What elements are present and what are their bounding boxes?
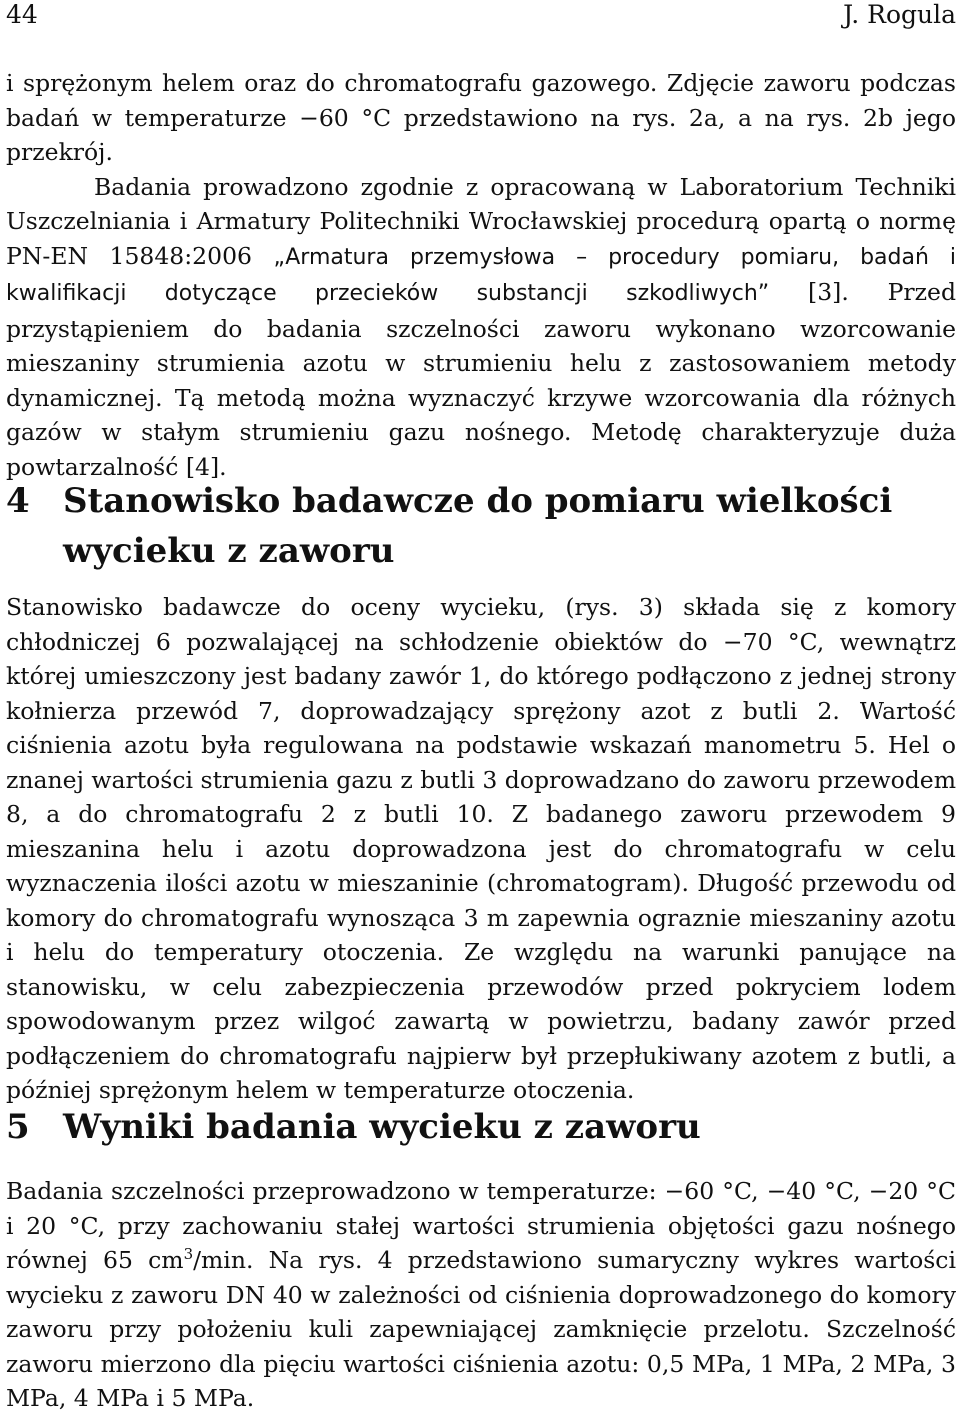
section-5-text-start: Badania szczelności przeprowadzono w temperaturze: −60 °C, −40 °C, −20 °C i 20 °C, przy zachowaniu stałej wartości strumienia objętości gazu nośnego równej 65 cm [6, 1177, 956, 1274]
section-4-text [6, 590, 956, 1108]
section-5-text-end: /min. Na rys. 4 przedstawiono sumaryczny wykres wartości wycieku z zaworu DN 40 w zależności od ciśnienia doprowadzonego do komory zaworu przy położeniu kuli zapewniającej zamknięcie przelotu. Szczelność zaworu mierzono dla pięciu wartości ciśnienia azotu: 0,5 MPa, 1 MPa, 2 MPa, 3 MPa, 4 MPa i 5 MPa. [6, 1246, 956, 1412]
superscript-3: 3 [183, 1245, 194, 1264]
running-head: J. Rogula [843, 0, 956, 29]
section-5-heading [6, 1102, 956, 1152]
intro-paragraph-2-start: Badania prowadzono zgodnie z opracowaną w Laboratorium Techniki Uszczelniania i Armatury Politechniki Wrocławskiej procedurą opartą o normę PN-EN 15848:2006 [6, 172, 956, 270]
intro-paragraph-2 [6, 170, 956, 485]
intro-paragraph-2-end: [3]. Przed przystąpieniem do badania szczelności zaworu wykonano wzorcowanie mieszaniny strumienia azotu w strumieniu helu z zastosowaniem metody dynamicznej. Tą metodą można wyznaczyć krzywe wzorcowania dla różnych gazów w stałym strumieniu gazu nośnego. Metodę charakteryzuje duża powtarzalność [4]. [6, 278, 956, 481]
section-5-title: Wyniki badania wycieku z zaworu [63, 1107, 701, 1147]
page-number: 44 [6, 0, 38, 29]
section-5-number: 5 [6, 1107, 30, 1147]
standard-title: „Armatura przemysłowa – procedury pomiaru, badań i kwalifikacji dotyczące przecieków substancji szkodliwych” [6, 244, 957, 306]
section-5-paragraph [6, 1174, 956, 1416]
section-5-text [6, 1174, 956, 1416]
section-4-paragraph: Stanowisko badawcze do oceny wycieku, (rys. 3) składa się z komory chłodniczej 6 pozwalającej na schłodzenie obiektów do −70 °C, wewnątrz której umieszczony jest badany zawór 1, do którego podłączono z jednej strony kołnierza przewód 7, doprowadzający sprężony azot z butli 2. Wartość ciśnienia azotu była regulowana na podstawie wskazań manometru 5. Hel o znanej wartości strumienia gazu z butli 3 doprowadzano do zaworu przewodem 8, a do chromatografu 2 z butli 10. Z badanego zaworu przewodem 9 mieszanina helu i azotu doprowadzona jest do chromatografu w celu wyznaczenia ilości azotu w mieszaninie (chromatogram). Długość przewodu od komory do chromatografu wynosząca 3 m zapewnia ograznie mieszaniny azotu i helu do temperatury otoczenia. Ze względu na warunki panujące na stanowisku, w celu zabezpieczenia przewodów przed pokryciem lodem spowodowanym przez wilgoć zawartą w powietrzu, badany zawór przed podłączeniem do chromatografu najpierw był przepłukiwany azotem z butli, a później sprężonym helem w temperaturze otoczenia. [6, 593, 956, 1104]
section-4-number: 4 [6, 481, 30, 521]
page-header [6, 0, 956, 34]
intro-paragraph-1: i sprężonym helem oraz do chromatografu gazowego. Zdjęcie zaworu podczas badań w temperaturze −60 °C przedstawiono na rys. 2a, a na rys. 2b jego przekrój. [6, 69, 956, 166]
intro-text [6, 66, 956, 484]
section-4-heading [6, 476, 956, 576]
section-4-title: Stanowisko badawcze do pomiaru wielkości wycieku z zaworu [63, 481, 893, 571]
